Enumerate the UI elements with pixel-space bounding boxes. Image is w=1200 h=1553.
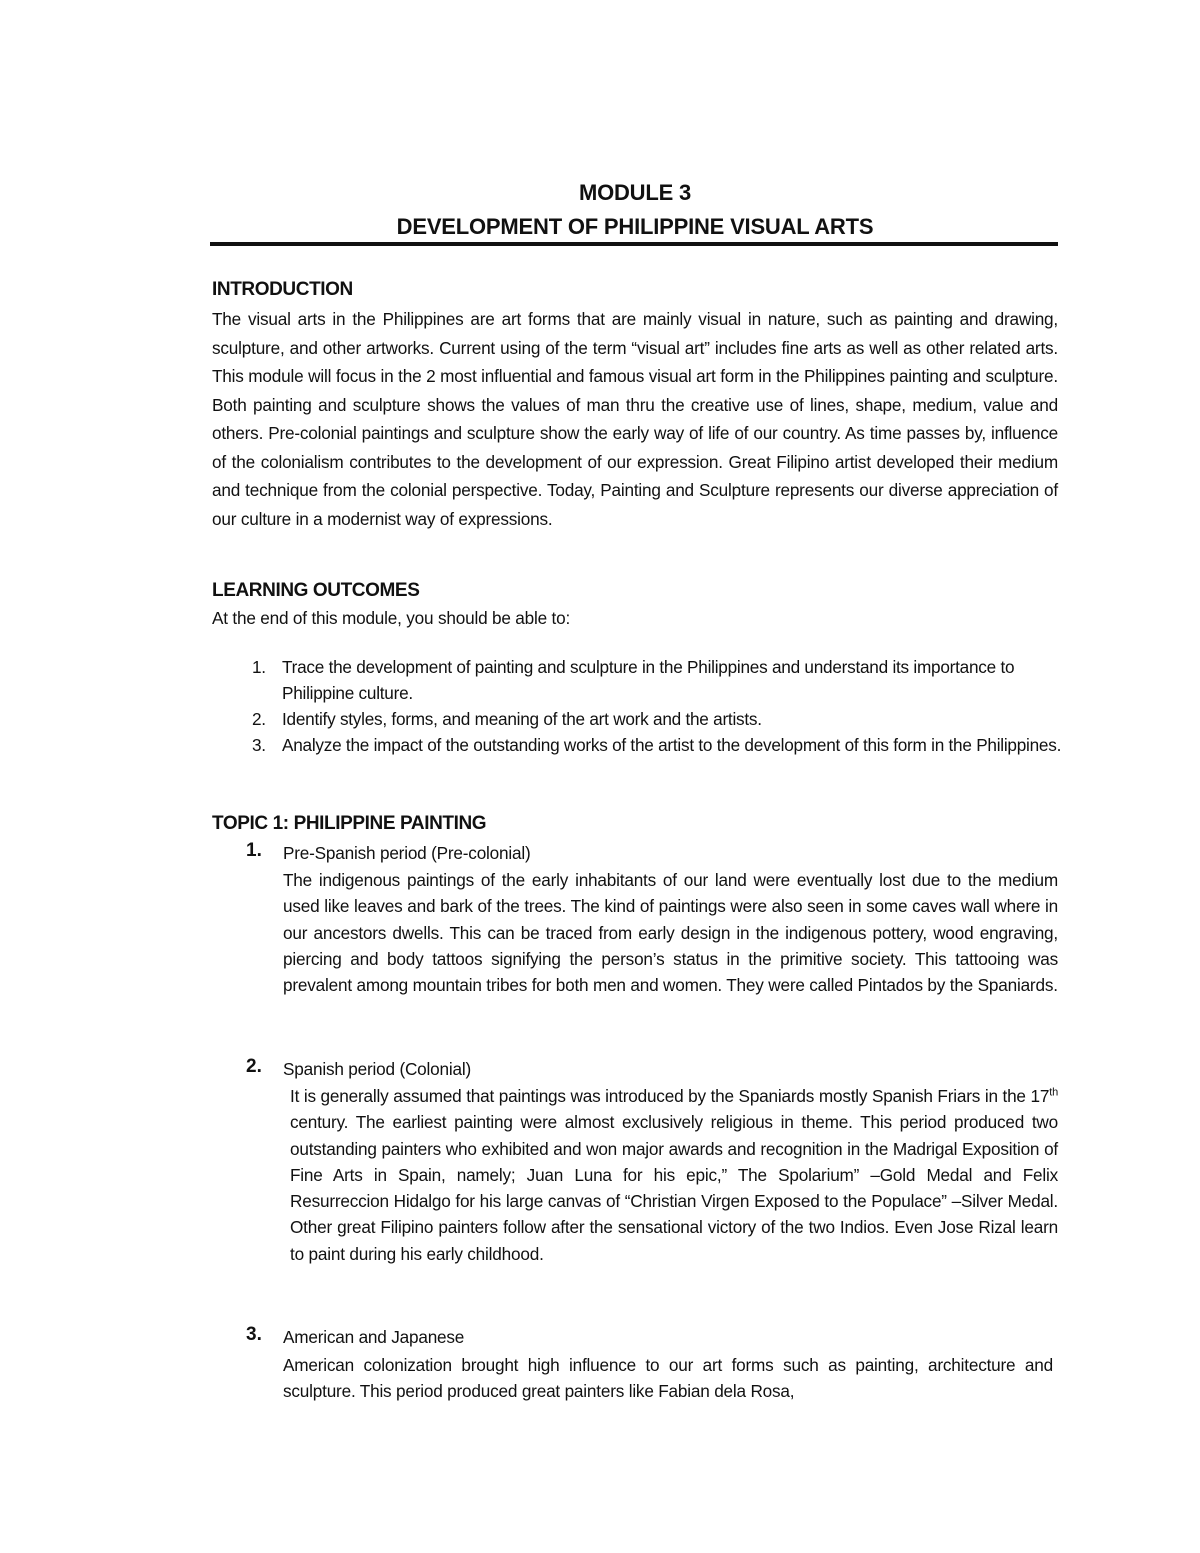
module-number: MODULE 3 (578, 180, 692, 205)
introduction-heading: INTRODUCTION (212, 279, 353, 300)
title-divider (210, 242, 1058, 246)
learning-outcome-item (252, 732, 1062, 758)
section-title: American and Japanese (283, 1327, 465, 1347)
learning-outcome-text: Analyze the impact of the outstanding works of the artist to the development of this form in the Philippines. (282, 735, 1062, 755)
section-text: American colonization brought high influence to our art forms such as painting, architecture and sculpture. This period produced great painters like Fabian dela Rosa, (283, 1355, 1053, 1402)
section-number: 2. (246, 1056, 262, 1077)
learning-outcomes-lead: At the end of this module, you should be able to: (212, 608, 571, 628)
section-number: 1. (246, 840, 262, 861)
topic1-heading: TOPIC 1: PHILIPPINE PAINTING (212, 813, 487, 834)
section-text: It is generally assumed that paintings was introduced by the Spaniards mostly Spanish Friars in the 17th century. The earliest painting were almost exclusively religious in theme. This period produced two outstanding painters who exhibited and won major awards and recognition in the Madrigal Exposition of Fine Arts in Spain, namely; Juan Luna for his epic,” The Spolarium” –Gold Medal and Felix Resurreccion Hidalgo for his large canvas of “Christian Virgen Exposed to the Populace” –Silver Medal. Other great Filipino painters follow after the sensational victory of the two Indios. Even Jose Rizal learn to paint during his early childhood. (290, 1086, 1058, 1264)
learning-outcome-text: Trace the development of painting and sculpture in the Philippines and understand its importance to Philippine culture. (282, 657, 1015, 703)
section-title: Pre-Spanish period (Pre-colonial) (283, 843, 531, 863)
module-title: DEVELOPMENT OF PHILIPPINE VISUAL ARTS (396, 214, 874, 239)
list-number: 2. (252, 709, 266, 729)
learning-outcome-item (252, 706, 1062, 732)
list-number: 1. (252, 657, 266, 677)
section-number: 3. (246, 1324, 262, 1345)
learning-outcome-item (252, 654, 1062, 706)
section-text: The indigenous paintings of the early inhabitants of our land were eventually lost due to the medium used like leaves and bark of the trees. The kind of paintings were also seen in some caves wall where in our ancestors dwells. This can be traced from early design in the indigenous pottery, wood engraving, piercing and body tattoos signifying the person’s status in the primitive society. This tattooing was prevalent among mountain tribes for both men and women. They were called Pintados by the Spaniards. (283, 870, 1058, 996)
introduction-text: The visual arts in the Philippines are art forms that are mainly visual in nature, such as painting and drawing, sculpture, and other artworks. Current using of the term “visual art” includes fine arts as well as other related arts. This module will focus in the 2 most influential and famous visual art form in the Philippines painting and sculpture. Both painting and sculpture shows the values of man thru the creative use of lines, shape, medium, value and others. Pre-colonial paintings and sculpture show the early way of life of our country. As time passes by, influence of the colonialism contributes to the development of our expression. Great Filipino artist developed their medium and technique from the colonial perspective. Today, Painting and Sculpture represents our diverse appreciation of our culture in a modernist way of expressions. (212, 309, 1058, 529)
list-number: 3. (252, 735, 266, 755)
section-title: Spanish period (Colonial) (283, 1059, 471, 1079)
learning-outcomes-heading: LEARNING OUTCOMES (212, 580, 420, 601)
learning-outcome-text: Identify styles, forms, and meaning of the art work and the artists. (282, 709, 762, 729)
